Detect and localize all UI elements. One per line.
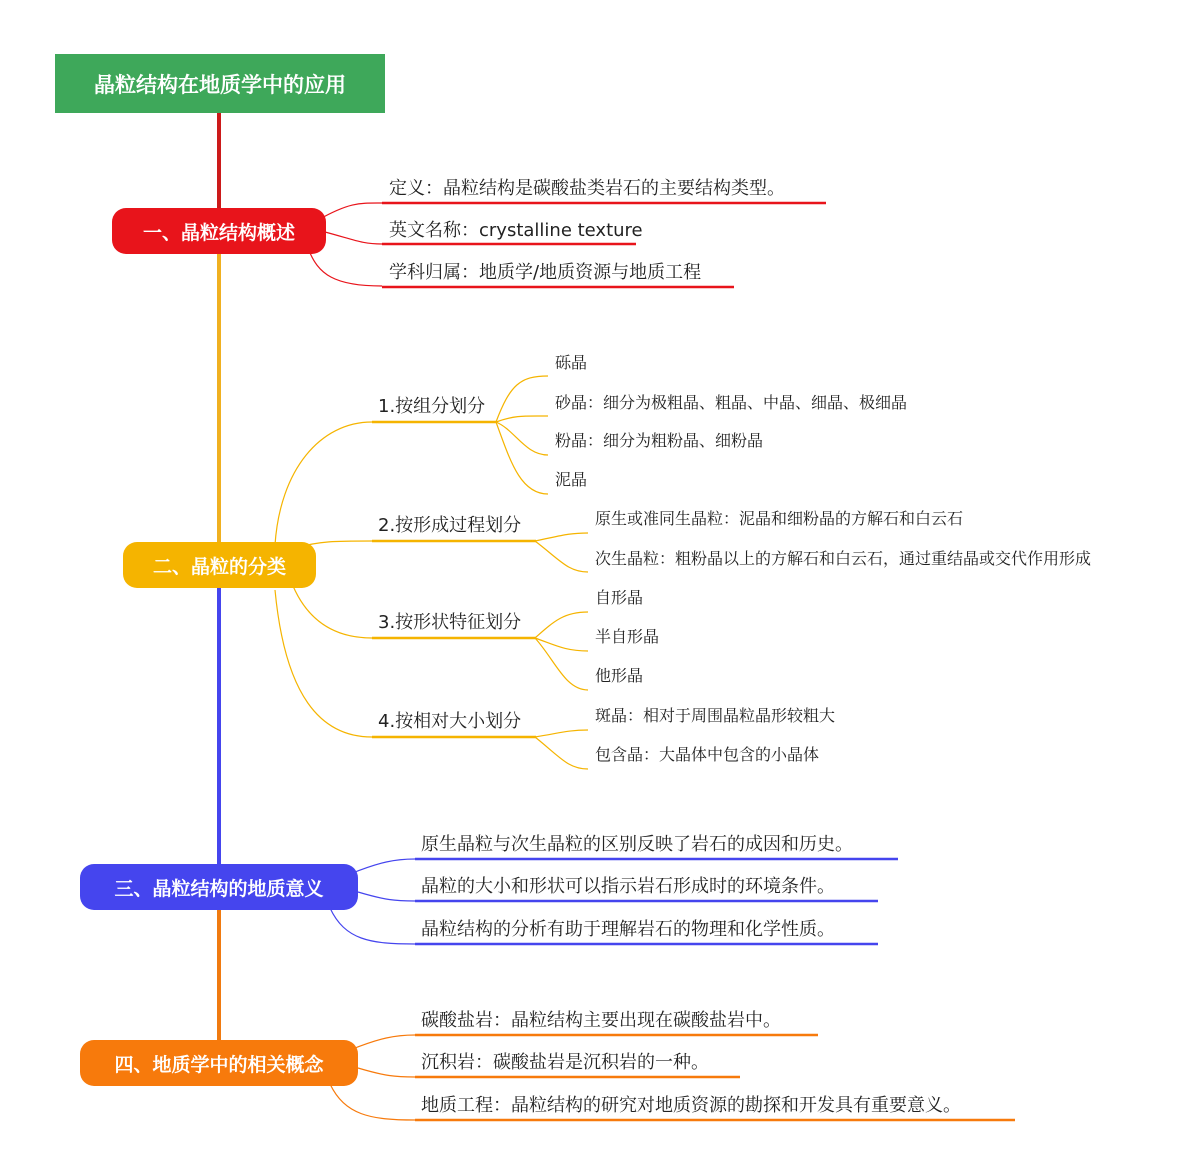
shape-subhedral: 半自形晶 [595, 627, 660, 646]
concept-sedimentary-rock: 沉积岩：碳酸盐岩是沉积岩的一种。 [421, 1052, 709, 1073]
section-classification-node: 二、晶粒的分类 [123, 542, 316, 588]
formation-secondary-grain: 次生晶粒：粗粉晶以上的方解石和白云石，通过重结晶或交代作用形成 [595, 549, 1092, 568]
component-micrite: 泥晶 [555, 470, 588, 489]
size-phenocryst: 斑晶：相对于周围晶粒晶形较粗大 [595, 706, 836, 725]
section-significance-node: 三、晶粒结构的地质意义 [80, 864, 358, 910]
overview-english-name: 英文名称：crystalline texture [389, 220, 643, 241]
shape-anhedral: 他形晶 [595, 666, 644, 685]
significance-origin-history: 原生晶粒与次生晶粒的区别反映了岩石的成因和历史。 [421, 834, 853, 855]
classification-by-shape: 3.按形状特征划分 [378, 612, 522, 633]
overview-discipline: 学科归属：地质学/地质资源与地质工程 [389, 262, 702, 283]
significance-environment: 晶粒的大小和形状可以指示岩石形成时的环境条件。 [421, 876, 835, 897]
section-overview-node: 一、晶粒结构概述 [112, 208, 326, 254]
component-silt-crystal: 粉晶：细分为粗粉晶、细粉晶 [555, 431, 764, 450]
overview-definition: 定义：晶粒结构是碳酸盐类岩石的主要结构类型。 [389, 178, 785, 199]
root-title: 晶粒结构在地质学中的应用 [55, 54, 385, 113]
classification-by-size: 4.按相对大小划分 [378, 711, 522, 732]
shape-euhedral: 自形晶 [595, 588, 644, 607]
concept-geological-engineering: 地质工程：晶粒结构的研究对地质资源的勘探和开发具有重要意义。 [421, 1095, 961, 1116]
classification-by-component: 1.按组分划分 [378, 396, 486, 417]
classification-by-formation: 2.按形成过程划分 [378, 515, 522, 536]
component-sand-crystal: 砂晶：细分为极粗晶、粗晶、中晶、细晶、极细晶 [555, 393, 908, 412]
section-related-concepts-node: 四、地质学中的相关概念 [80, 1040, 358, 1086]
concept-carbonate-rock: 碳酸盐岩：晶粒结构主要出现在碳酸盐岩中。 [421, 1010, 781, 1031]
component-gravel-crystal: 砾晶 [555, 353, 588, 372]
formation-primary-grain: 原生或准同生晶粒：泥晶和细粉晶的方解石和白云石 [595, 509, 964, 528]
significance-properties: 晶粒结构的分析有助于理解岩石的物理和化学性质。 [421, 919, 835, 940]
size-poikilitic: 包含晶：大晶体中包含的小晶体 [595, 745, 820, 764]
